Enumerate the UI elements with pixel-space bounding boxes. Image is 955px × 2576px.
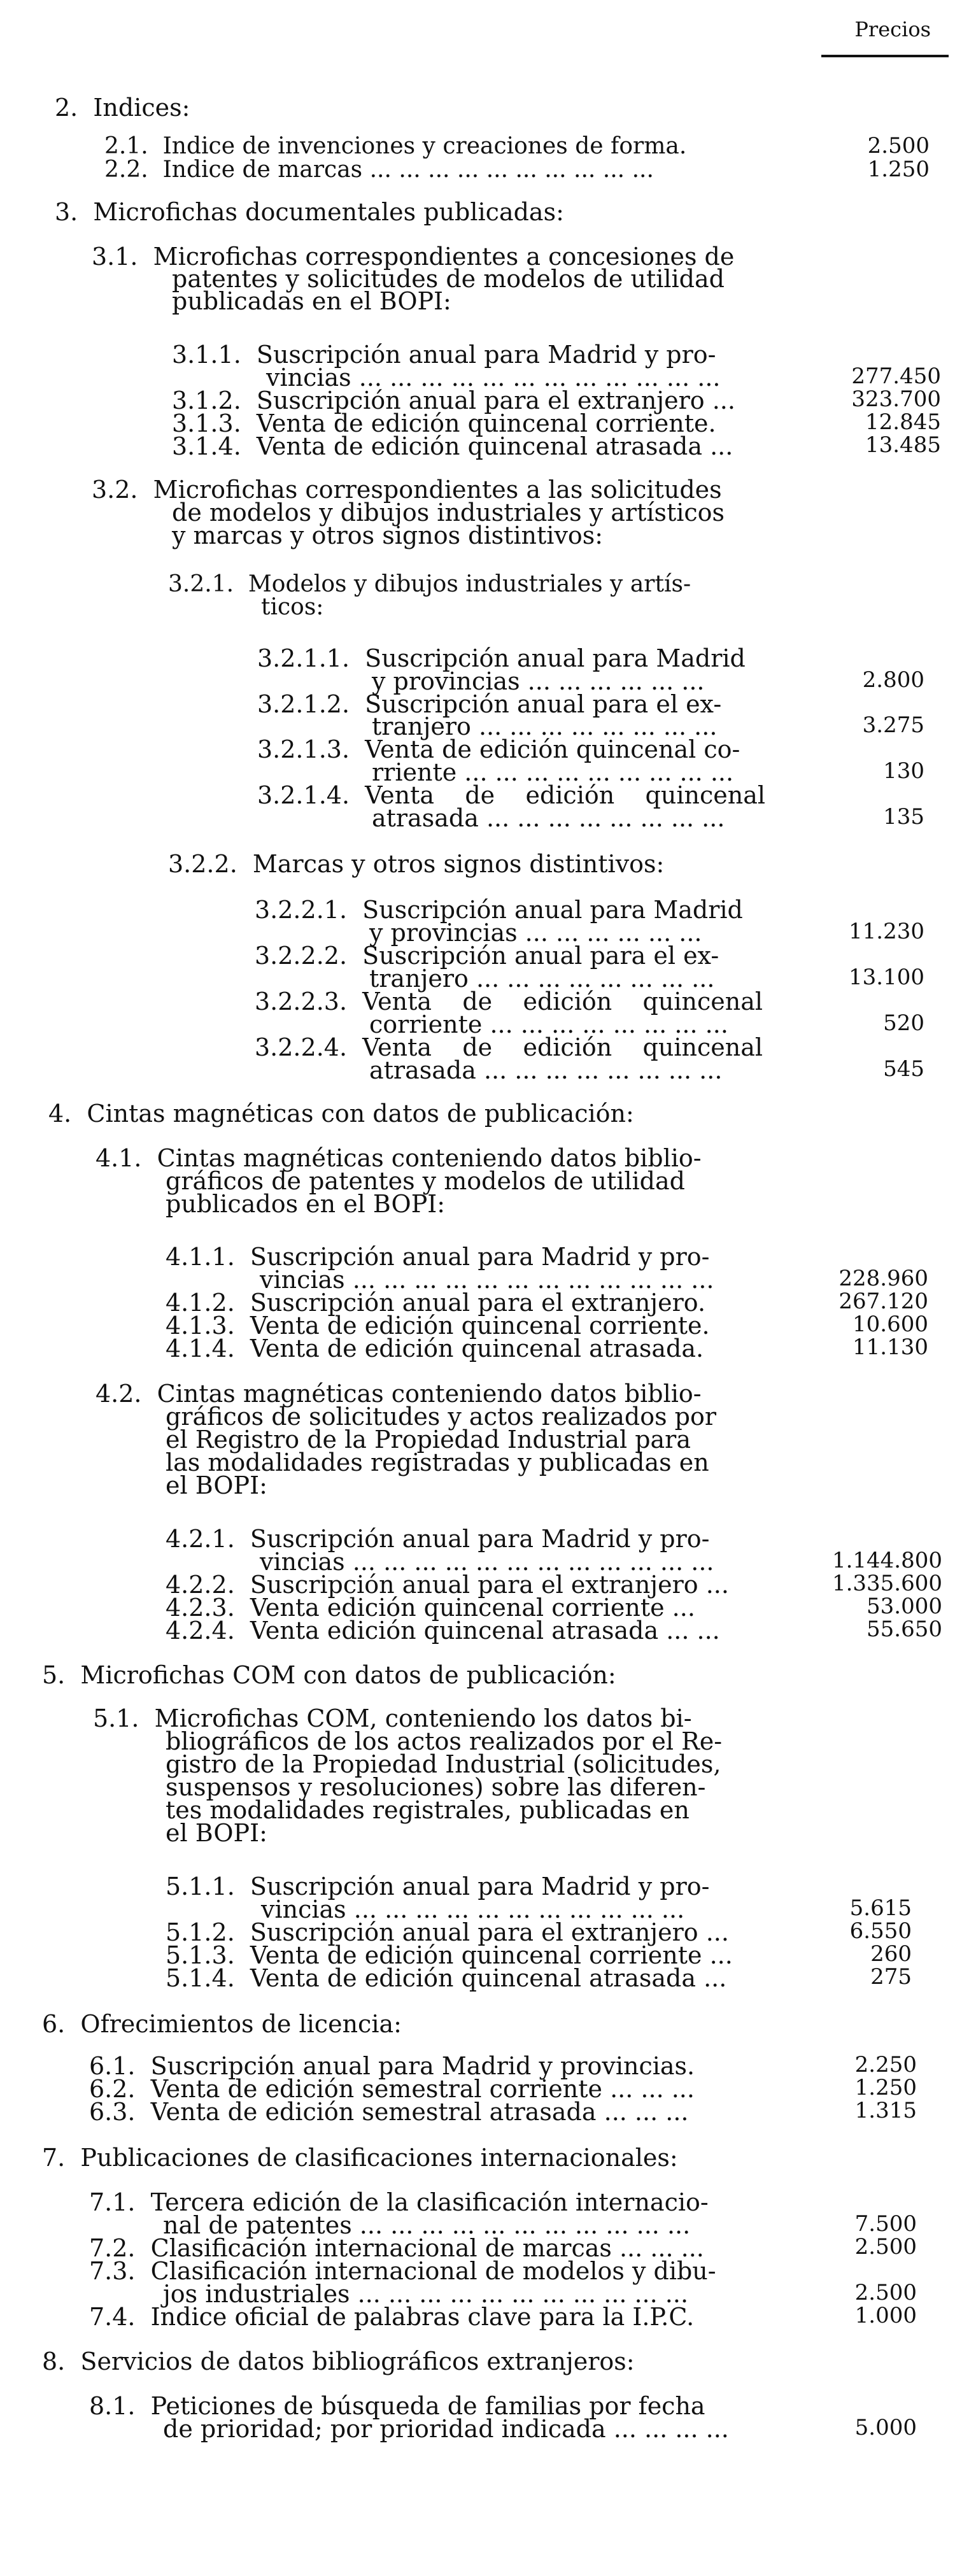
- price-value: 5.000: [854, 2415, 917, 2440]
- item-5-1-2-text: 5.1.2. Suscripción anual para el extranjero ...: [166, 1918, 729, 1946]
- text-line: nal de patentes ... ... ... ... ... ... ... ... ... ... ...: [163, 2211, 691, 2239]
- item-3-2-2-1-text: 3.2.2.1. Suscripción anual para Madrid: [255, 896, 743, 924]
- text-line: gráficos de solicitudes y actos realizados por: [166, 1403, 717, 1431]
- text-line: atrasada ... ... ... ... ... ... ... ...: [372, 804, 725, 832]
- item-5-text: 5. Microfichas COM con datos de publicación:: [42, 1661, 616, 1689]
- price-value: 228.960: [838, 1266, 928, 1291]
- text-line: gráficos de patentes y modelos de utilidad: [166, 1167, 685, 1195]
- item-6-text: 6. Ofrecimientos de licencia:: [42, 2010, 402, 2038]
- item-3-2-1-4-text: 3.2.1.4. Venta de edición quincenal: [257, 781, 766, 809]
- item-6-2-text: 6.2. Venta de edición semestral corriente ... ... ...: [89, 2075, 695, 2103]
- price-value: 1.250: [854, 2075, 917, 2100]
- item-2-text: 2. Indices:: [55, 94, 190, 122]
- price-value: 275: [870, 1964, 912, 1990]
- price-value: 1.335.600: [831, 1571, 942, 1596]
- price-value: 545: [883, 1056, 924, 1082]
- price-value: 55.650: [867, 1617, 942, 1642]
- item-3-2-2-2-text: 3.2.2.2. Suscripción anual para el ex-: [255, 942, 719, 970]
- price-value: 130: [883, 758, 924, 784]
- price-value: 10.600: [852, 1312, 928, 1337]
- item-3-1-1-text: 3.1.1. Suscripción anual para Madrid y pro-: [172, 341, 716, 369]
- price-value: 6.550: [849, 1918, 912, 1944]
- text-line: publicadas en el BOPI:: [172, 287, 451, 315]
- text-line: el Registro de la Propiedad Industrial para: [166, 1426, 691, 1454]
- text-line: tranjero ... ... ... ... ... ... ... ...: [369, 965, 715, 993]
- item-2-1-text: 2.1. Indice de invenciones y creaciones de forma.: [104, 133, 687, 159]
- item-3-1-3-text: 3.1.3. Venta de edición quincenal corriente.: [172, 409, 716, 437]
- text-line: las modalidades registradas y publicadas en: [166, 1448, 709, 1476]
- item-3-2-1-1-text: 3.2.1.1. Suscripción anual para Madrid: [257, 644, 746, 672]
- price-value: 323.700: [851, 386, 941, 412]
- price-value: 1.000: [854, 2303, 917, 2328]
- price-value: 13.100: [849, 965, 924, 990]
- text-line: de modelos y dibujos industriales y artísticos: [172, 499, 725, 527]
- text-line: vincias ... ... ... ... ... ... ... ... ... ... ... ...: [260, 1266, 714, 1294]
- price-value: 12.845: [865, 409, 941, 435]
- price-value: 3.275: [862, 712, 924, 738]
- text-line: gistro de la Propiedad Industrial (solicitudes,: [166, 1750, 721, 1778]
- item-2-2-text: 2.2. Indice de marcas ... ... ... ... ... ... ... ... ... ...: [104, 157, 654, 183]
- item-4-1-3-text: 4.1.3. Venta de edición quincenal corriente.: [166, 1312, 710, 1340]
- text-line: corriente ... ... ... ... ... ... ... ...: [369, 1010, 728, 1038]
- text-line: tes modalidades registrales, publicadas en: [166, 1796, 690, 1824]
- text-line: bliográficos de los actos realizados por el Re-: [166, 1727, 723, 1755]
- item-3-2-1-2-text: 3.2.1.2. Suscripción anual para el ex-: [257, 690, 722, 718]
- prices-column-header: Precios: [854, 17, 931, 41]
- price-value: 53.000: [867, 1594, 942, 1619]
- text-line: patentes y solicitudes de modelos de utilidad: [172, 265, 725, 293]
- text-line: el BOPI:: [166, 1471, 267, 1499]
- text-line: vincias ... ... ... ... ... ... ... ... ... ... ...: [261, 1895, 685, 1923]
- text-line: tranjero ... ... ... ... ... ... ... ...: [372, 712, 718, 740]
- item-5-1-1-text: 5.1.1. Suscripción anual para Madrid y pro-: [166, 1872, 710, 1900]
- text-line: vincias ... ... ... ... ... ... ... ... ... ... ... ...: [266, 364, 721, 392]
- item-3-text: 3. Microfichas documentales publicadas:: [55, 198, 564, 226]
- item-4-1-1-text: 4.1.1. Suscripción anual para Madrid y pro-: [166, 1243, 710, 1271]
- text-line: vincias ... ... ... ... ... ... ... ... ... ... ... ...: [260, 1548, 714, 1576]
- item-3-2-text: 3.2. Microfichas correspondientes a las solicitudes: [92, 476, 722, 504]
- item-3-1-text: 3.1. Microfichas correspondientes a concesiones de: [92, 243, 735, 271]
- text-line: rriente ... ... ... ... ... ... ... ... ...: [372, 758, 734, 786]
- price-value: 2.500: [867, 133, 930, 159]
- text-line: de prioridad; por prioridad indicada ... ... ... ...: [163, 2415, 729, 2443]
- price-value: 2.250: [854, 2052, 917, 2077]
- item-4-2-text: 4.2. Cintas magnéticas conteniendo datos biblio-: [96, 1380, 702, 1408]
- price-value: 520: [883, 1010, 924, 1036]
- item-3-1-4-text: 3.1.4. Venta de edición quincenal atrasada ...: [172, 432, 733, 460]
- price-value: 135: [883, 804, 924, 830]
- item-4-text: 4. Cintas magnéticas con datos de publicación:: [48, 1100, 634, 1128]
- price-value: 267.120: [838, 1289, 928, 1314]
- text-line: y provincias ... ... ... ... ... ...: [372, 667, 705, 695]
- item-5-1-3-text: 5.1.3. Venta de edición quincenal corriente ...: [166, 1941, 733, 1969]
- text-line: y marcas y otros signos distintivos:: [172, 521, 604, 549]
- item-5-1-text: 5.1. Microfichas COM, conteniendo los datos bi-: [93, 1704, 692, 1732]
- price-value: 260: [870, 1941, 912, 1967]
- item-7-4-text: 7.4. Indice oficial de palabras clave para la I.P.C.: [89, 2303, 695, 2331]
- text-line: ticos:: [261, 594, 324, 620]
- price-value: 11.130: [852, 1334, 928, 1360]
- item-5-1-4-text: 5.1.4. Venta de edición quincenal atrasada ...: [166, 1964, 727, 1992]
- price-value: 277.450: [851, 364, 941, 389]
- price-value: 1.144.800: [831, 1548, 942, 1573]
- item-7-text: 7. Publicaciones de clasificaciones internacionales:: [42, 2144, 678, 2172]
- text-line: el BOPI:: [166, 1819, 267, 1847]
- price-value: 5.615: [849, 1895, 912, 1921]
- price-value: 7.500: [854, 2211, 917, 2237]
- text-line: suspensos y resoluciones) sobre las diferen-: [166, 1773, 706, 1801]
- text-line: y provincias ... ... ... ... ... ...: [369, 919, 702, 947]
- item-4-2-2-text: 4.2.2. Suscripción anual para el extranjero ...: [166, 1571, 729, 1599]
- item-3-2-2-3-text: 3.2.2.3. Venta de edición quincenal: [255, 987, 763, 1016]
- price-value: 1.315: [854, 2098, 917, 2123]
- item-3-2-2-4-text: 3.2.2.4. Venta de edición quincenal: [255, 1033, 763, 1061]
- item-8-text: 8. Servicios de datos bibliográficos extranjeros:: [42, 2347, 635, 2375]
- item-6-3-text: 6.3. Venta de edición semestral atrasada ... ... ...: [89, 2098, 689, 2126]
- price-value: 2.800: [862, 667, 924, 693]
- text-line: atrasada ... ... ... ... ... ... ... ...: [369, 1056, 723, 1084]
- item-4-1-2-text: 4.1.2. Suscripción anual para el extranjero.: [166, 1289, 706, 1317]
- header-rule: [821, 55, 949, 57]
- item-3-1-2-text: 3.1.2. Suscripción anual para el extranjero ...: [172, 386, 735, 414]
- item-3-2-1-3-text: 3.2.1.3. Venta de edición quincenal co-: [257, 735, 740, 763]
- item-3-2-2-text: 3.2.2. Marcas y otros signos distintivos:: [168, 850, 665, 878]
- text-line: jos industriales ... ... ... ... ... ... ... ... ... ... ...: [163, 2280, 689, 2308]
- item-4-2-4-text: 4.2.4. Venta edición quincenal atrasada ... ...: [166, 1617, 720, 1645]
- text-line: publicados en el BOPI:: [166, 1190, 446, 1218]
- item-7-2-text: 7.2. Clasificación internacional de marcas ... ... ...: [89, 2234, 704, 2262]
- price-value: 2.500: [854, 2234, 917, 2260]
- price-value: 2.500: [854, 2280, 917, 2305]
- item-4-1-4-text: 4.1.4. Venta de edición quincenal atrasada.: [166, 1334, 704, 1362]
- item-7-1-text: 7.1. Tercera edición de la clasificación internacio-: [89, 2188, 709, 2216]
- price-value: 13.485: [865, 432, 941, 458]
- item-6-1-text: 6.1. Suscripción anual para Madrid y provincias.: [89, 2052, 695, 2080]
- item-4-2-3-text: 4.2.3. Venta edición quincenal corriente ...: [166, 1594, 695, 1622]
- item-3-2-1-text: 3.2.1. Modelos y dibujos industriales y artís-: [168, 571, 691, 597]
- price-value: 1.250: [867, 157, 930, 182]
- item-4-2-1-text: 4.2.1. Suscripción anual para Madrid y pro-: [166, 1525, 710, 1553]
- item-8-1-text: 8.1. Peticiones de búsqueda de familias por fecha: [89, 2392, 705, 2420]
- price-value: 11.230: [849, 919, 924, 944]
- item-7-3-text: 7.3. Clasificación internacional de modelos y dibu-: [89, 2257, 716, 2285]
- item-4-1-text: 4.1. Cintas magnéticas conteniendo datos biblio-: [96, 1144, 702, 1172]
